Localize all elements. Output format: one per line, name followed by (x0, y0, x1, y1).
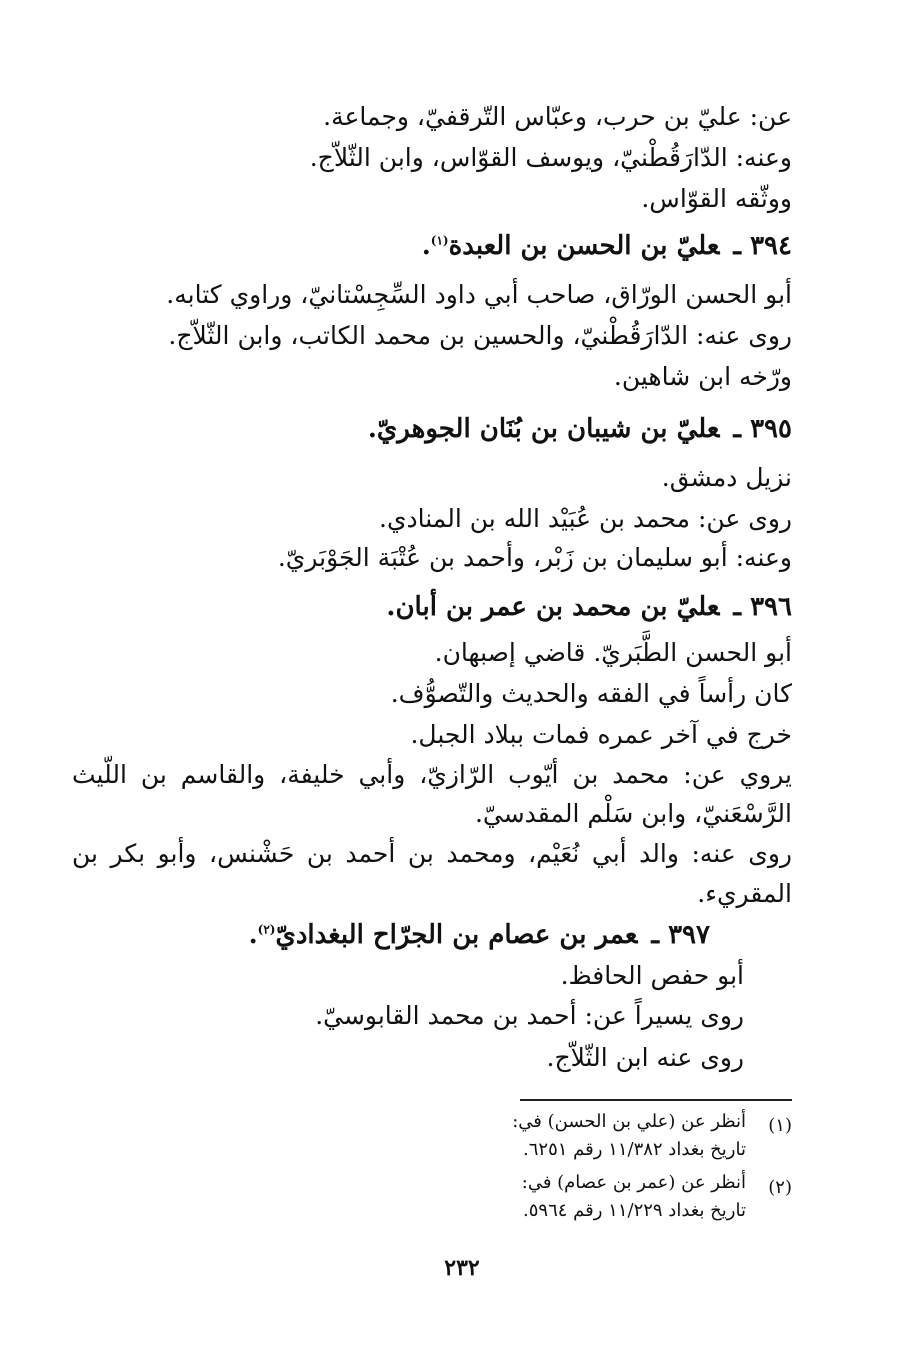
entry-heading-395 (368, 414, 792, 444)
entry-name: عليّ بن محمد بن عمر بن أبان. (386, 592, 720, 622)
footnote-line: تاريخ بغداد ١١/٣٨٢ رقم ٦٢٥١. (523, 1139, 746, 1160)
text-line: روى عنه ابن الثّلاّج. (546, 1043, 744, 1072)
text-line: أبو الحسن الورّاق، صاحب أبي داود السِّجِسْتانيّ، وراوي كتابه. (166, 280, 792, 309)
text-line: ووثّقه القوّاس. (641, 184, 792, 213)
text-line: المقريء. (697, 879, 792, 908)
text-line: الرَّسْعَنيّ، وابن سَلْم المقدسيّ. (474, 799, 792, 828)
footnote-mark: (٢) (768, 1177, 792, 1198)
footnote-line: تاريخ بغداد ١١/٢٢٩ رقم ٥٩٦٤. (523, 1200, 746, 1221)
text-line: يروي عن: محمد بن أيّوب الرّازيّ، وأبي خليفة، والقاسم بن اللّيث (72, 760, 792, 789)
entry-heading-394 (422, 231, 792, 261)
text-line: روى يسيراً عن: أحمد بن محمد القابوسيّ. (315, 1001, 744, 1030)
text-line: روى عن: محمد بن عُبَيْد الله بن المنادي. (379, 504, 792, 533)
entry-name: عليّ بن الحسن بن العبدة (448, 231, 720, 261)
entry-heading-397 (249, 920, 710, 950)
text-line: وعنه: الدّارَقُطْنيّ، ويوسف القوّاس، وابن الثّلاّج. (309, 143, 792, 172)
text-line: نزيل دمشق. (661, 463, 792, 492)
footnote-mark: (١) (768, 1115, 792, 1136)
entry-number: ٣٩٧ ـ (651, 920, 710, 950)
page-number: ٢٣٢ (444, 1255, 480, 1281)
text-line: كان رأساً في الفقه والحديث والتّصوُّف. (390, 679, 792, 708)
heading-end-mark: . (421, 231, 431, 261)
text-line: ورّخه ابن شاهين. (613, 362, 792, 391)
footnote-line: أنظر عن (علي بن الحسن) في: (512, 1111, 746, 1132)
entry-number: ٣٩٥ ـ (733, 414, 792, 444)
text-line: وعنه: أبو سليمان بن زَبْر، وأحمد بن عُتْبَة الجَوْبَريّ. (277, 543, 792, 572)
entry-number: ٣٩٤ ـ (733, 231, 792, 261)
footnote-separator (520, 1099, 792, 1101)
text-line: أبو الحسن الطَّبَريّ. قاضي إصبهان. (434, 638, 792, 667)
text-line: خرج في آخر عمره فمات ببلاد الجبل. (410, 720, 792, 749)
text-line: روى عنه: والد أبي نُعَيْم، ومحمد بن أحمد بن حَشْنس، وأبو بكر بن (72, 839, 792, 868)
text-line: أبو حفص الحافظ. (560, 961, 744, 990)
entry-heading-396 (386, 592, 792, 622)
text-line: عن: عليّ بن حرب، وعبّاس التّرقفيّ، وجماعة. (323, 102, 792, 131)
footnote-ref: (٢) (257, 922, 276, 937)
text-line: روى عنه: الدّارَقُطْنيّ، والحسين بن محمد الكاتب، وابن الثّلاّج. (168, 321, 792, 350)
entry-name: عليّ بن شيبان بن بُنَان الجوهريّ. (367, 414, 720, 444)
footnote-ref: (١) (430, 233, 449, 248)
footnote-line: أنظر عن (عمر بن عصام) في: (521, 1172, 746, 1193)
heading-end-mark: . (248, 920, 258, 950)
entry-name: عمر بن عصام بن الجرّاح البغداديّ (275, 920, 638, 950)
entry-number: ٣٩٦ ـ (733, 592, 792, 622)
